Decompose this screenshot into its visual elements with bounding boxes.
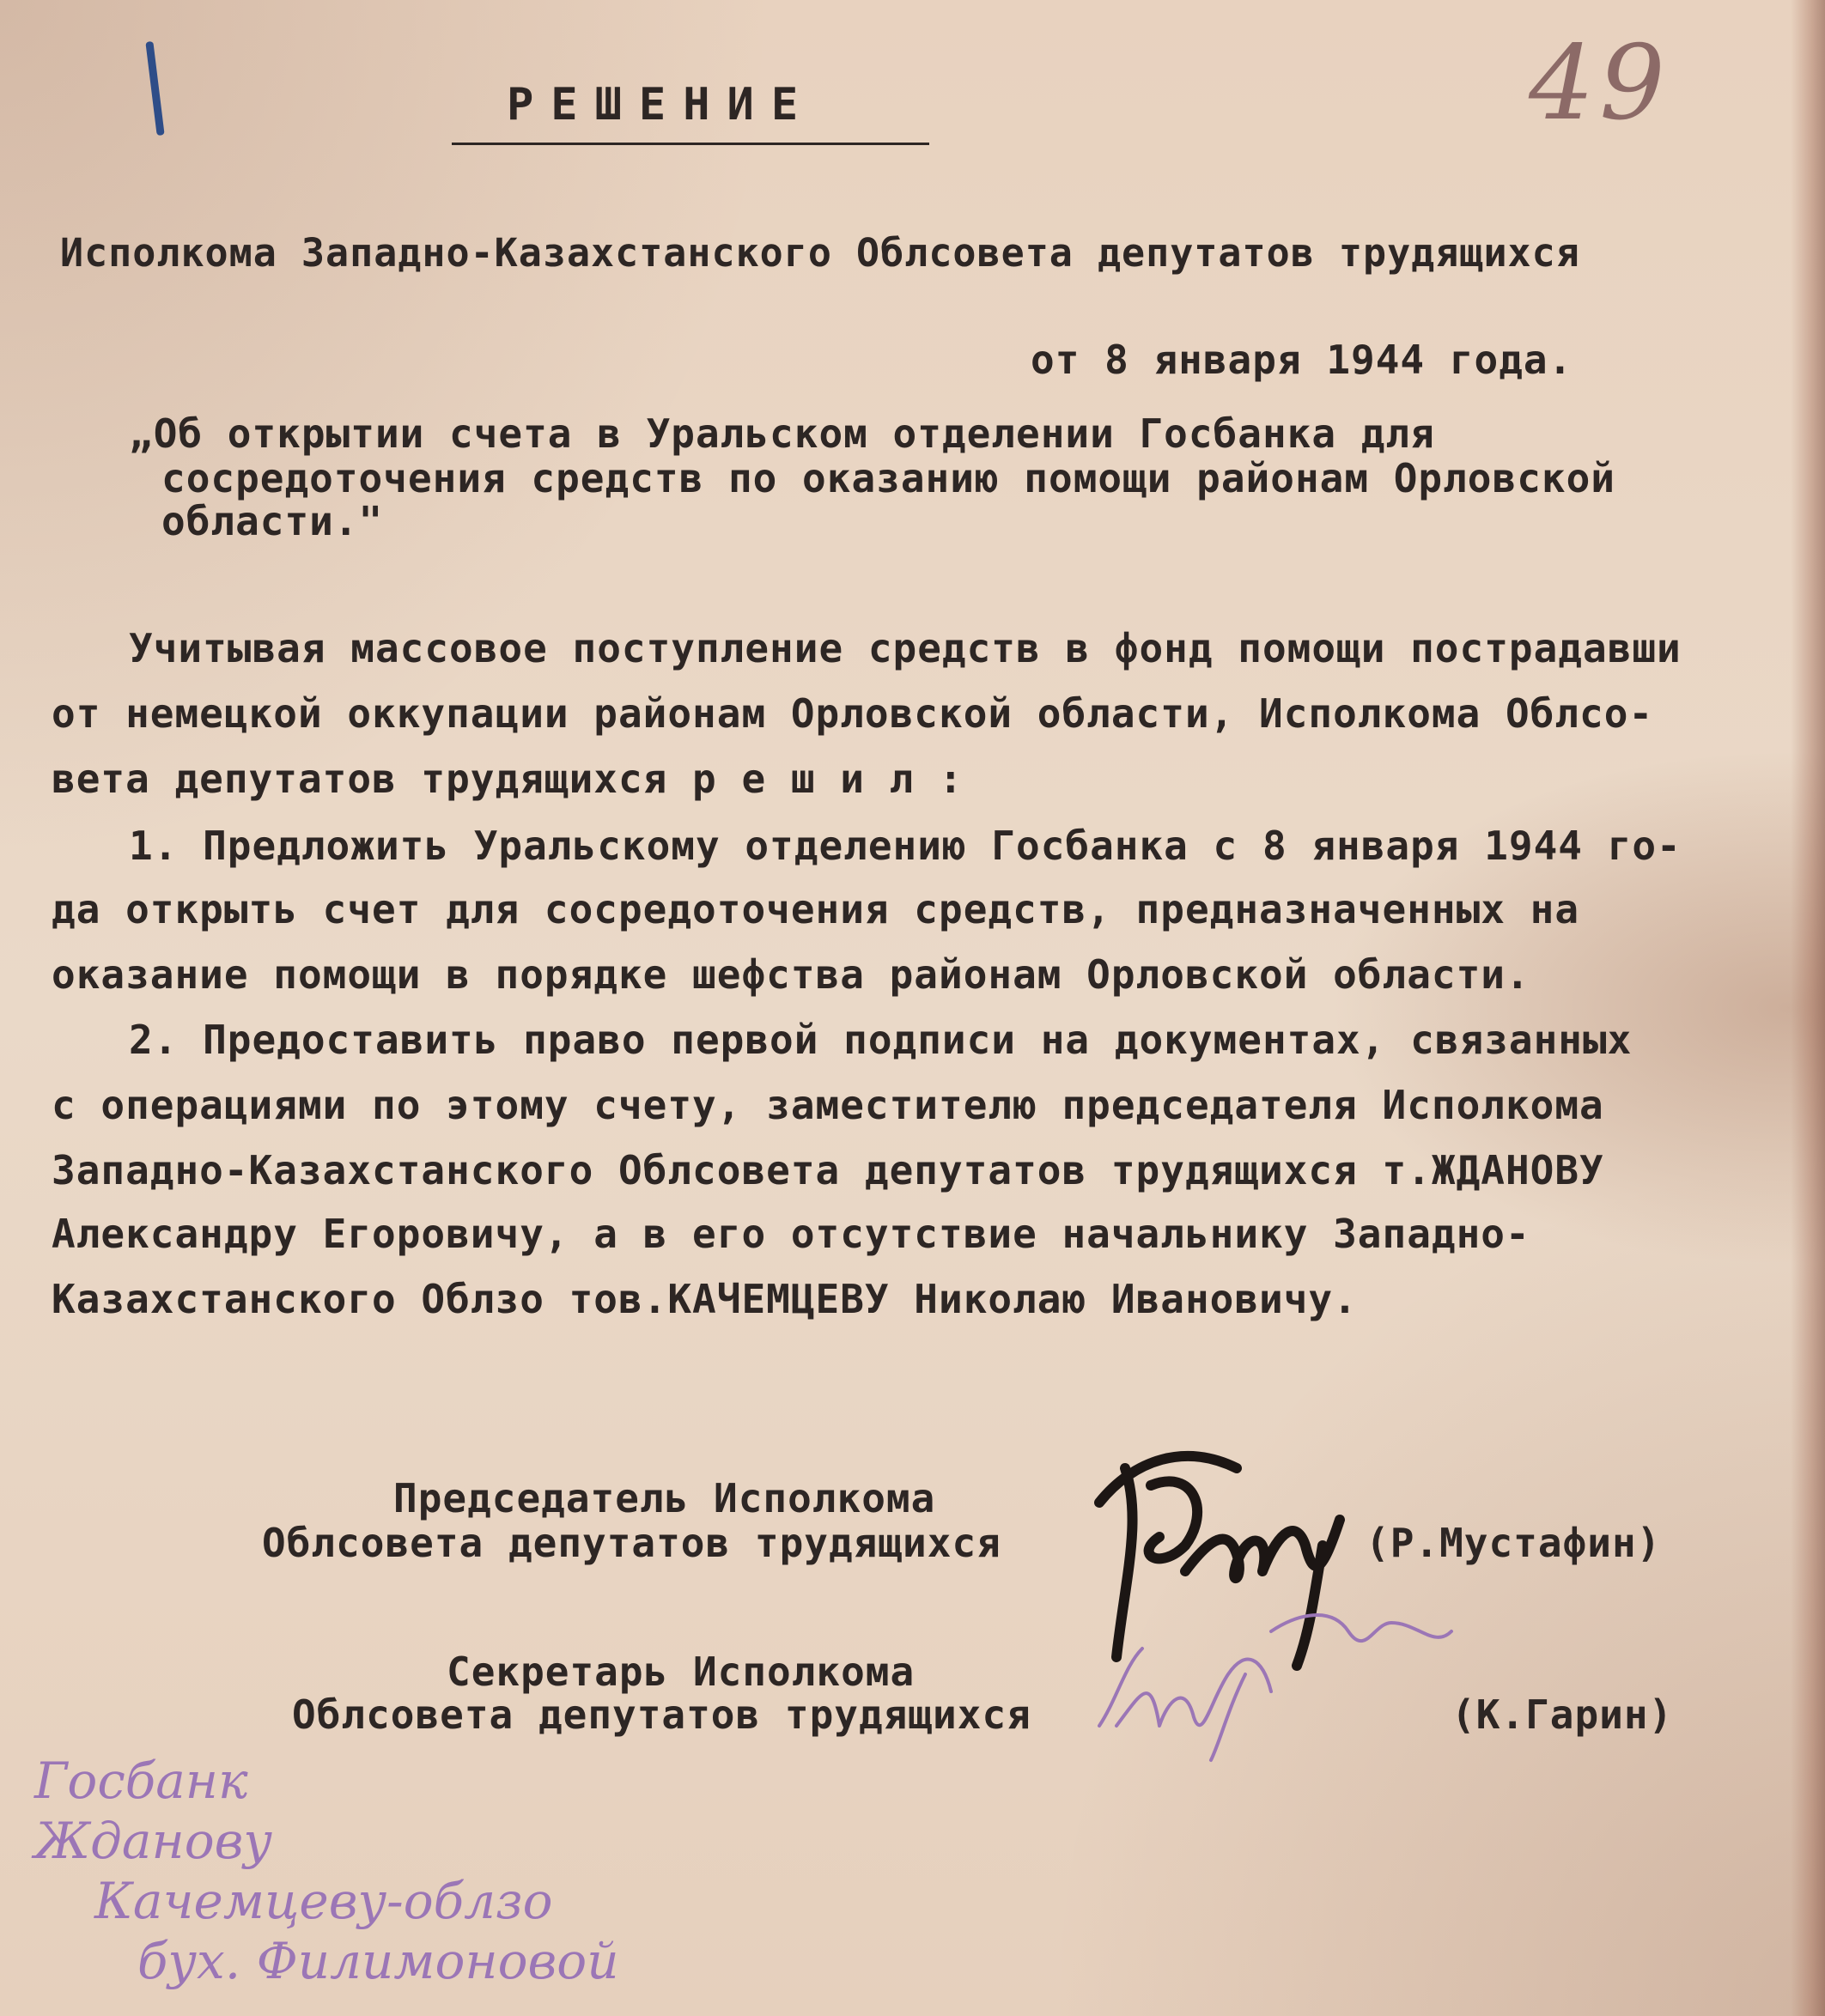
secretary-signature (1091, 1597, 1520, 1769)
subject-line-1: „Об открытии счета в Уральском отделении Госбанка для (129, 410, 1435, 457)
title-underline (452, 143, 929, 145)
note-line-2: Жданову (34, 1812, 273, 1870)
item-2-line-4: Александру Егоровичу, а в его отсутствие начальнику Западно- (52, 1211, 1530, 1257)
note-line-3: Качемцеву-облзо (94, 1872, 553, 1930)
chair-title-line-1: Председатель Исполкома (393, 1475, 936, 1521)
secretary-title-line-1: Секретарь Исполкома (447, 1649, 916, 1695)
document-date: от 8 января 1944 года. (1031, 337, 1573, 383)
note-line-4: бух. Филимоновой (137, 1932, 619, 1990)
blue-pencil-mark (145, 41, 164, 136)
issuer-line: Исполкома Западно-Казахстанского Облсовета депутатов трудящихся (60, 230, 1580, 276)
archive-page-number: 49 (1529, 24, 1670, 143)
item-1-line-3: оказание помощи в порядке шефства районам Орловской области. (52, 951, 1530, 998)
preamble-line-3: вета депутатов трудящихся р е ш и л : (52, 756, 964, 802)
preamble-line-2: от немецкой оккупации районам Орловской области, Исполкома Облсо- (52, 690, 1654, 737)
item-2-line-5: Казахстанского Облзо тов.КАЧЕМЦЕВУ Николаю Ивановичу. (52, 1276, 1358, 1322)
chair-title-line-2: Облсовета депутатов трудящихся (262, 1520, 1001, 1566)
chair-name: (Р.Мустафин) (1366, 1520, 1662, 1566)
item-1-line-2: да открыть счет для сосредоточения средств, предназначенных на (52, 886, 1580, 932)
item-2-line-3: Западно-Казахстанского Облсовета депутатов трудящихся т.ЖДАНОВУ (52, 1147, 1604, 1193)
preamble-line-1: Учитывая массовое поступление средств в фонд помощи пострадавши (129, 625, 1682, 671)
item-2-line-1: 2. Предоставить право первой подписи на документах, связанных (129, 1017, 1633, 1063)
item-1-line-1: 1. Предложить Уральскому отделению Госбанка с 8 января 1944 го- (129, 823, 1682, 869)
item-2-line-2: с операциями по этому счету, заместителю председателя Исполкома (52, 1082, 1604, 1128)
secretary-name: (К.Гарин) (1451, 1691, 1674, 1738)
subject-line-3: области." (161, 498, 384, 544)
page-edge-shadow (1791, 0, 1825, 2016)
subject-line-2: сосредоточения средств по оказанию помощи районам Орловской (161, 455, 1615, 501)
secretary-title-line-2: Облсовета депутатов трудящихся (292, 1691, 1031, 1738)
note-line-1: Госбанк (34, 1752, 248, 1810)
document-title: РЕШЕНИЕ (507, 79, 816, 131)
